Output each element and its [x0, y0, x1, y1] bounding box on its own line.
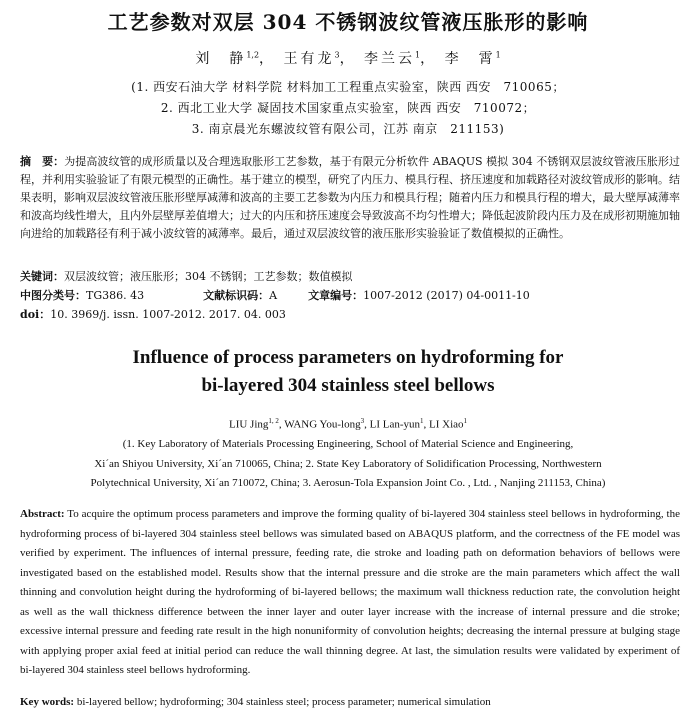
english-authors: LIU Jing$^{1, 2}$, WANG You-long$^3$, LI Lan-yun$^1$, LI Xiao$^1$ [228, 417, 468, 431]
english-affiliation-1: (1. Key Laboratory of Materials Processing Engineering, School of Material Science and Engineering, [122, 438, 574, 450]
clc-label: 中图分类号： [20, 289, 86, 302]
english-title-line-2: bi-layered 304 stainless steel bellows [201, 375, 495, 396]
chinese-doi [20, 306, 286, 322]
author-affil-sup: 1,2 [246, 50, 260, 60]
doi-value: 10. 3969/j. issn. 1007-2012. 2017. 04. 003 [50, 308, 286, 321]
keywords-label: 关键词： [20, 270, 64, 283]
english-title-line-1: Influence of process parameters on hydroforming for [132, 347, 564, 368]
abstract-text: To acquire the optimum process parameters and improve the forming quality of bi-layered 304 stainless steel bellows in hydroforming, the hydroforming process of bi-layered 304 stainless steel bellows was simulated based on ABAQUS platform, and the correctness of the FE model was verified by experiment. The influences of internal pressure, feeding rate, die stroke and loading path on deformation behaviors of bellows were investigated based on the established model. Results show that the internal pressure and die stroke are the main parameters which affect the wall thinning and convolution height during the hydroforming of bi-layered bellows; the maximum wall thickness reduction rate, the convolution height as well as the wall thickness difference between the inner layer and outer layer increase with the increase of internal pressure and die stroke; excessive internal pressure and feeding rate result in the high nonuniformity of convolution heights; decreasing the internal pressure at bulging stage with applying proper axial feed at initial period can reduce the wall thinning degree. At last, the simulation results were validated by experiment of bi-layered 304 stainless steel bellows hydroforming. [20, 508, 680, 676]
author-affil-sup: 1 [495, 50, 501, 60]
doccode-value: A [269, 289, 278, 302]
author-name: WANG You-long [284, 418, 361, 431]
chinese-affiliation-3: 3. 南京晨光东螺波纹管有限公司，江苏 南京 211153) [191, 122, 505, 136]
abstract-text: 为提高波纹管的成形质量以及合理选取胀形工艺参数，基于有限元分析软件 ABAQUS 模拟 304 不锈钢双层波纹管液压胀形过程，并利用实验验证了有限元模型的正确性。基于建立的模型，研究了内压力、模具行程、挤压速度和加载路径对波纹管成形的影响。结果表明，影响双层波纹管液压胀形壁厚减薄和波高的主要工艺参数为内压力和模具行程；随着内压力和模具行程的增大，最大壁厚减薄率和波高均线性增大，且内外层壁厚差值增大；过大的内压和挤压速度会导致波高不均匀性增大；降低起波阶段内压力及在成形初期施加轴向进给的加载路径有利于减小波纹管的减薄率。最后，通过双层波纹管的液压胀形实验验证了数值模拟的正确性。 [20, 155, 680, 240]
article-no-value: 1007-2012 (2017) 04-0011-10 [363, 289, 530, 302]
english-affiliation-2: Xi´an Shiyou University, Xi´an 710065, China; 2. State Key Laboratory of Solidification Processing, Northwestern [94, 458, 602, 470]
english-affiliation-3: Polytechnical University, Xi´an 710072, China; 3. Aerosun-Tola Expansion Joint Co. , Ltd. , Nanjing 211153, China) [90, 477, 606, 489]
author-name: 李兰云 [364, 51, 416, 67]
author-affil-sup: 3 [334, 50, 340, 60]
chinese-affiliation-1: (1. 西安石油大学 材料学院 材料加工工程重点实验室，陕西 西安 710065； [131, 80, 565, 94]
clc-value: TG386. 43 [86, 289, 145, 302]
chinese-authors: 刘 静$^{1,2}$， 王有龙$^3$， 李兰云$^1$， 李 霄$^1$ [195, 50, 501, 67]
chinese-affiliation-2: 2. 西北工业大学 凝固技术国家重点实验室，陕西 西安 710072； [160, 101, 536, 115]
chinese-keywords [20, 268, 353, 284]
author-affil-sup: 1 [420, 417, 424, 425]
author-affil-sup: 3 [360, 417, 365, 425]
chinese-abstract [20, 153, 680, 243]
article-no-label: 文章编号： [308, 289, 364, 302]
keywords-label: Key words: [20, 696, 75, 708]
author-name: LI Xiao [429, 418, 464, 431]
author-affil-sup: 1 [463, 417, 468, 425]
author-name: LI Lan-yun [369, 418, 421, 431]
doccode-label: 文献标识码： [203, 289, 270, 302]
author-affil-sup: 1 [415, 50, 421, 60]
english-keywords [20, 696, 680, 708]
author-name: 王有龙 [283, 51, 335, 67]
doi-label: doi： [20, 308, 51, 321]
abstract-label: 摘 要： [20, 155, 65, 168]
author-name: 刘 静 [195, 51, 247, 67]
keywords-text: bi-layered bellow; hydroforming; 304 stainless steel; process parameter; numerical simulation [74, 696, 491, 708]
chinese-title: 工艺参数对双层 304 不锈钢波纹管液压胀形的影响 [107, 10, 589, 34]
author-affil-sup: 1, 2 [268, 417, 279, 425]
abstract-label: Abstract: [20, 508, 65, 520]
author-name: LIU Jing [228, 418, 269, 431]
author-name: 李 霄 [444, 51, 496, 67]
chinese-classification [20, 287, 680, 303]
english-abstract [20, 505, 680, 681]
keywords-text: 双层波纹管；液压胀形；304 不锈钢；工艺参数；数值模拟 [64, 270, 353, 283]
